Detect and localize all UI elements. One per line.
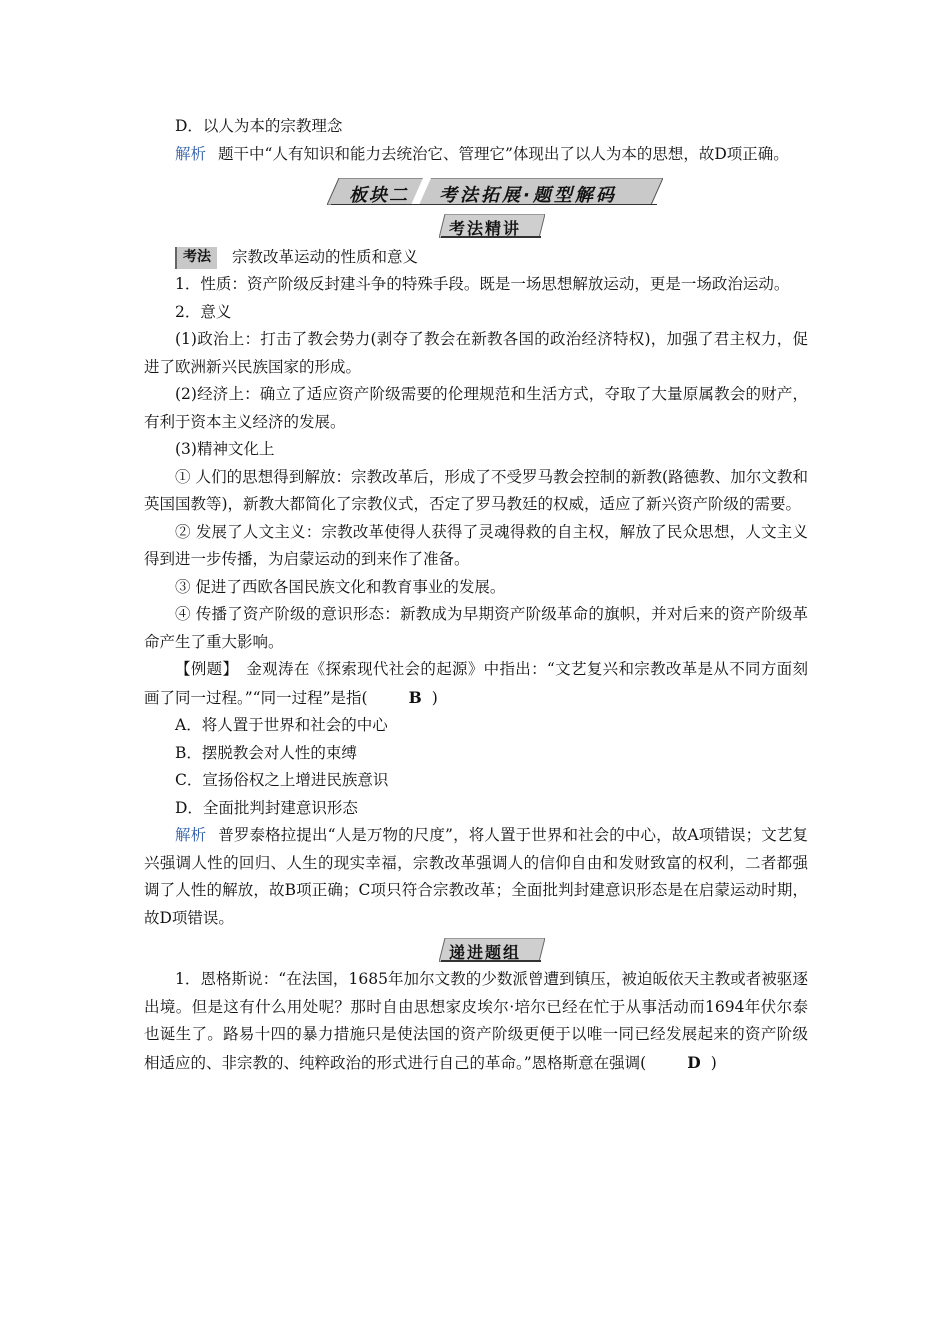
question-1	[144, 966, 808, 1077]
example-analysis-label: 解析	[175, 826, 207, 844]
kaofa-tag: 考法	[175, 247, 217, 269]
spiritual-point-1: ① 人们的思想得到解放：宗教改革后，形成了不受罗马教会控制的新教(路德教、加尔文教和英国国教等)，新教大都简化了宗教仪式，否定了罗马教廷的权威，适应了新兴资产阶级的需要。	[144, 467, 808, 513]
example-stem-text: 金观涛在《探索现代社会的起源》中指出：“文艺复兴和宗教改革是从不同方面刻画了同一过程。”“同一过程”是指(	[144, 660, 808, 707]
example-stem	[144, 656, 808, 712]
example-stem-close: )	[431, 688, 438, 707]
example-answer: B	[408, 687, 422, 707]
banner-right-text: 考法拓展·题型解码	[439, 185, 617, 206]
example-option-d: D．全面批判封建意识形态	[175, 798, 358, 817]
section-banner	[144, 172, 808, 212]
example-analysis-text: 普罗泰格拉提出“人是万物的尺度”，将人置于世界和社会的中心，故A项错误；文艺复兴强调人性的回归、人生的现实幸福，宗教改革强调人的信仰自由和发财致富的权利，二者都强调了人性的解放，故B项正确；C项只符合宗教改革；全面批判封建意识形态是在启蒙运动时期，故D项错误。	[144, 826, 808, 927]
example-option-c: C．宣扬俗权之上增进民族意识	[175, 771, 389, 789]
question-1-close: )	[710, 1053, 717, 1072]
kaofa-heading	[144, 244, 808, 271]
analysis-text: 题干中“人有知识和能力去统治它、管理它”体现出了以人为本的思想，故D项正确。	[218, 144, 789, 163]
meaning-title: 2．意义	[175, 302, 232, 321]
option-d-line: D．以人为本的宗教理念	[175, 117, 343, 135]
example-option-b: B．摆脱教会对人性的束缚	[175, 743, 357, 762]
document-page	[144, 113, 808, 1077]
subsection-banner-dijin	[144, 936, 808, 966]
political-paragraph: (1)政治上：打击了教会势力(剥夺了教会在新教各国的政治经济特权)，加强了君主权力，促进了欧洲新兴民族国家的形成。	[144, 330, 808, 376]
analysis-paragraph	[144, 141, 808, 169]
question-1-text: 1．恩格斯说：“在法国，1685年加尔文教的少数派曾遭到镇压，被迫皈依天主教或者被驱逐出境。但是这有什么用处呢？那时自由思想家皮埃尔·培尔已经在忙于从事活动而1694年伏尔泰也诞生了。路易十四的暴力措施只是使法国的资产阶级更便于以唯一同已经发展起来的资产阶级相适应的、非宗教的、纯粹政治的形式进行自己的革命。”恩格斯意在强调(	[144, 970, 808, 1072]
spiritual-point-2: ② 发展了人文主义：宗教改革使得人获得了灵魂得救的自主权，解放了民众思想，人文主义得到进一步传播，为启蒙运动的到来作了准备。	[144, 522, 808, 568]
spiritual-point-3: ③ 促进了西欧各国民族文化和教育事业的发展。	[175, 577, 506, 596]
example-label: 【例题】	[175, 660, 231, 678]
banner-left-text: 板块二	[349, 185, 409, 206]
subsection-banner-kaofa	[144, 212, 808, 242]
economic-paragraph: (2)经济上：确立了适应资产阶级需要的伦理规范和生活方式，夺取了大量原属教会的财产，有利于资本主义经济的发展。	[144, 385, 808, 431]
example-analysis	[144, 822, 808, 932]
question-1-answer: D	[687, 1052, 701, 1072]
subbanner-text: 考法精讲	[449, 219, 522, 238]
analysis-label: 解析	[175, 144, 207, 163]
example-option-a: A．将人置于世界和社会的中心	[175, 716, 388, 734]
kaofa-title: 宗教改革运动的性质和意义	[232, 248, 419, 266]
nature-paragraph: 1．性质：资产阶级反封建斗争的特殊手段。既是一场思想解放运动，更是一场政治运动。	[175, 275, 790, 293]
subbanner-text: 递进题组	[449, 943, 522, 962]
spiritual-point-4: ④ 传播了资产阶级的意识形态：新教成为早期资产阶级革命的旗帜，并对后来的资产阶级革命产生了重大影响。	[144, 605, 808, 651]
spiritual-title: (3)精神文化上	[175, 440, 275, 458]
